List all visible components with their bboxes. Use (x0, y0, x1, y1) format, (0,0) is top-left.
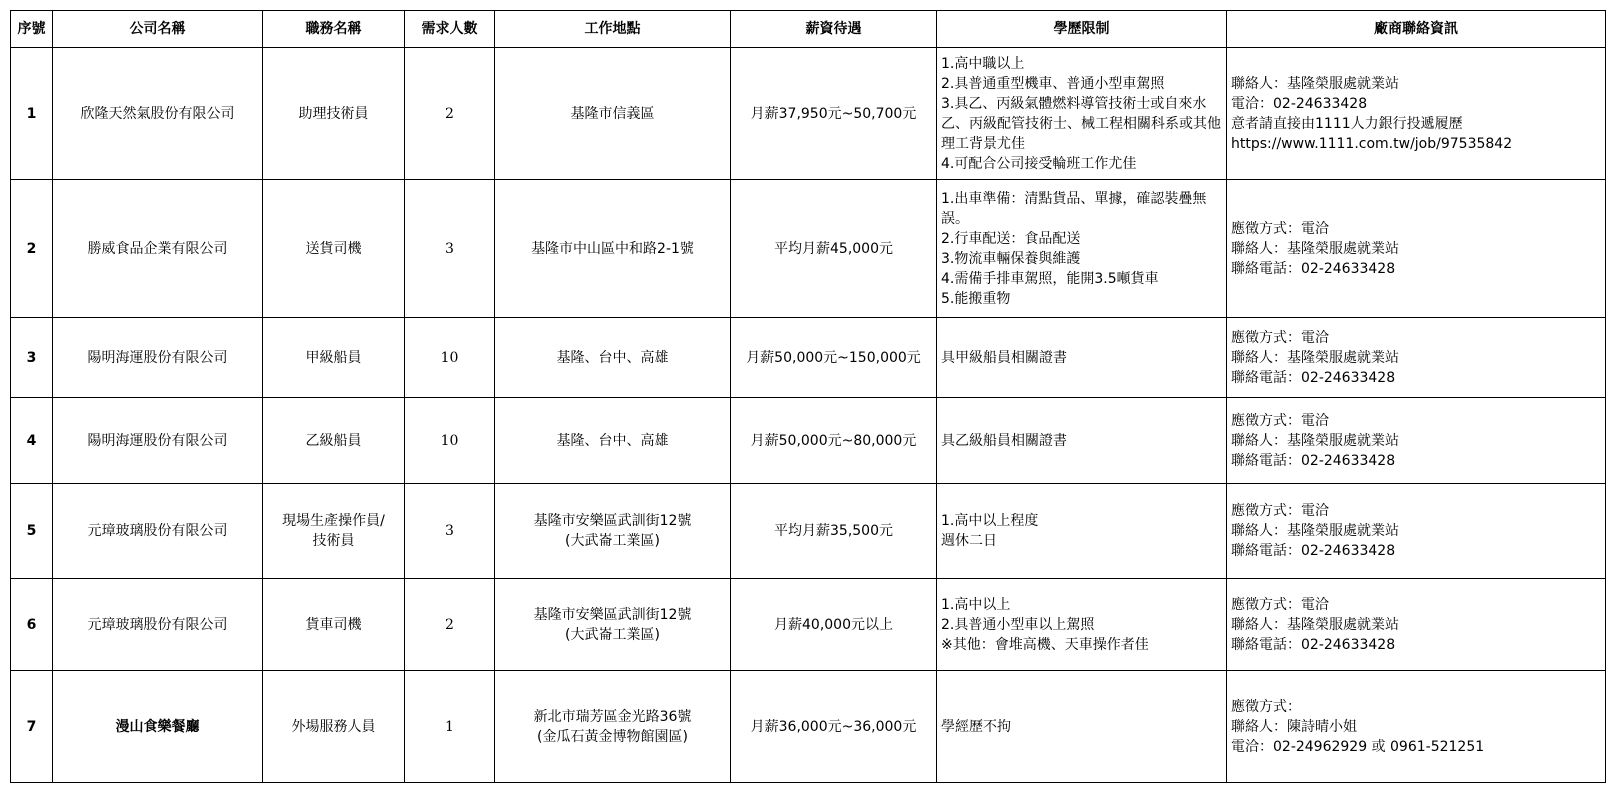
company-cell: 陽明海運股份有限公司 (53, 398, 263, 484)
count-cell: 3 (405, 180, 495, 318)
location-cell: 基隆、台中、高雄 (495, 318, 731, 398)
header-location: 工作地點 (495, 11, 731, 48)
company-cell: 元璋玻璃股份有限公司 (53, 484, 263, 579)
salary-cell: 月薪50,000元~150,000元 (731, 318, 937, 398)
salary-cell: 月薪37,950元~50,700元 (731, 48, 937, 180)
serial-cell: 1 (11, 48, 53, 180)
requirements-cell: 1.高中職以上 2.具普通重型機車、普通小型車駕照 3.具乙、丙級氣體燃料導管技術士或自來水乙、丙級配管技術士、械工程相關科系或其他理工背景尤佳 4.可配合公司接受輪班工作尤佳 (937, 48, 1227, 180)
position-cell: 甲級船員 (263, 318, 405, 398)
header-salary: 薪資待遇 (731, 11, 937, 48)
count-cell: 2 (405, 48, 495, 180)
company-cell: 欣隆天然氣股份有限公司 (53, 48, 263, 180)
serial-cell: 6 (11, 579, 53, 671)
company-cell: 勝威食品企業有限公司 (53, 180, 263, 318)
position-cell: 助理技術員 (263, 48, 405, 180)
header-position: 職務名稱 (263, 11, 405, 48)
requirements-cell: 1.高中以上程度 週休二日 (937, 484, 1227, 579)
company-cell: 陽明海運股份有限公司 (53, 318, 263, 398)
requirements-cell: 1.出車準備：清點貨品、單據，確認裝疊無誤。 2.行車配送：食品配送 3.物流車輛保養與維護 4.需備手排車駕照，能開3.5噸貨車 5.能搬重物 (937, 180, 1227, 318)
salary-cell: 月薪36,000元~36,000元 (731, 671, 937, 783)
count-cell: 1 (405, 671, 495, 783)
contact-cell: 應徵方式： 聯絡人：陳詩晴小姐 電洽：02-24962929 或 0961-521251 (1227, 671, 1606, 783)
serial-cell: 7 (11, 671, 53, 783)
contact-cell: 應徵方式：電洽 聯絡人：基隆榮服處就業站 聯絡電話：02-24633428 (1227, 398, 1606, 484)
salary-cell: 月薪40,000元以上 (731, 579, 937, 671)
table-row (11, 398, 1606, 484)
position-cell: 外場服務人員 (263, 671, 405, 783)
job-listing-table (10, 10, 1606, 783)
requirements-cell: 具乙級船員相關證書 (937, 398, 1227, 484)
table-header-row (11, 11, 1606, 48)
count-cell: 2 (405, 579, 495, 671)
table-row (11, 318, 1606, 398)
position-cell: 送貨司機 (263, 180, 405, 318)
header-count: 需求人數 (405, 11, 495, 48)
location-cell: 基隆市安樂區武訓街12號 (大武崙工業區) (495, 484, 731, 579)
header-serial: 序號 (11, 11, 53, 48)
salary-cell: 平均月薪45,000元 (731, 180, 937, 318)
requirements-cell: 具甲級船員相關證書 (937, 318, 1227, 398)
count-cell: 3 (405, 484, 495, 579)
company-cell: 漫山食樂餐廳 (53, 671, 263, 783)
count-cell: 10 (405, 318, 495, 398)
header-requirements: 學歷限制 (937, 11, 1227, 48)
table-row (11, 48, 1606, 180)
contact-cell: 應徵方式：電洽 聯絡人：基隆榮服處就業站 聯絡電話：02-24633428 (1227, 579, 1606, 671)
location-cell: 基隆市中山區中和路2-1號 (495, 180, 731, 318)
requirements-cell: 學經歷不拘 (937, 671, 1227, 783)
position-cell: 現場生產操作員/ 技術員 (263, 484, 405, 579)
header-contact: 廠商聯絡資訊 (1227, 11, 1606, 48)
position-cell: 貨車司機 (263, 579, 405, 671)
contact-cell: 應徵方式：電洽 聯絡人：基隆榮服處就業站 聯絡電話：02-24633428 (1227, 318, 1606, 398)
company-cell: 元璋玻璃股份有限公司 (53, 579, 263, 671)
table-row (11, 484, 1606, 579)
serial-cell: 2 (11, 180, 53, 318)
location-cell: 基隆市信義區 (495, 48, 731, 180)
position-cell: 乙級船員 (263, 398, 405, 484)
serial-cell: 4 (11, 398, 53, 484)
requirements-cell: 1.高中以上 2.具普通小型車以上駕照 ※其他：會堆高機、天車操作者佳 (937, 579, 1227, 671)
count-cell: 10 (405, 398, 495, 484)
location-cell: 新北市瑞芳區金光路36號 (金瓜石黃金博物館園區) (495, 671, 731, 783)
contact-cell: 應徵方式：電洽 聯絡人：基隆榮服處就業站 聯絡電話：02-24633428 (1227, 180, 1606, 318)
table-row (11, 579, 1606, 671)
contact-cell: 聯絡人：基隆榮服處就業站 電洽：02-24633428 意者請直接由1111人力銀行投遞履歷 https://www.1111.com.tw/job/97535842 (1227, 48, 1606, 180)
header-company: 公司名稱 (53, 11, 263, 48)
salary-cell: 平均月薪35,500元 (731, 484, 937, 579)
serial-cell: 5 (11, 484, 53, 579)
location-cell: 基隆市安樂區武訓街12號 (大武崙工業區) (495, 579, 731, 671)
table-row (11, 180, 1606, 318)
contact-cell: 應徵方式：電洽 聯絡人：基隆榮服處就業站 聯絡電話：02-24633428 (1227, 484, 1606, 579)
salary-cell: 月薪50,000元~80,000元 (731, 398, 937, 484)
table-row (11, 671, 1606, 783)
serial-cell: 3 (11, 318, 53, 398)
location-cell: 基隆、台中、高雄 (495, 398, 731, 484)
